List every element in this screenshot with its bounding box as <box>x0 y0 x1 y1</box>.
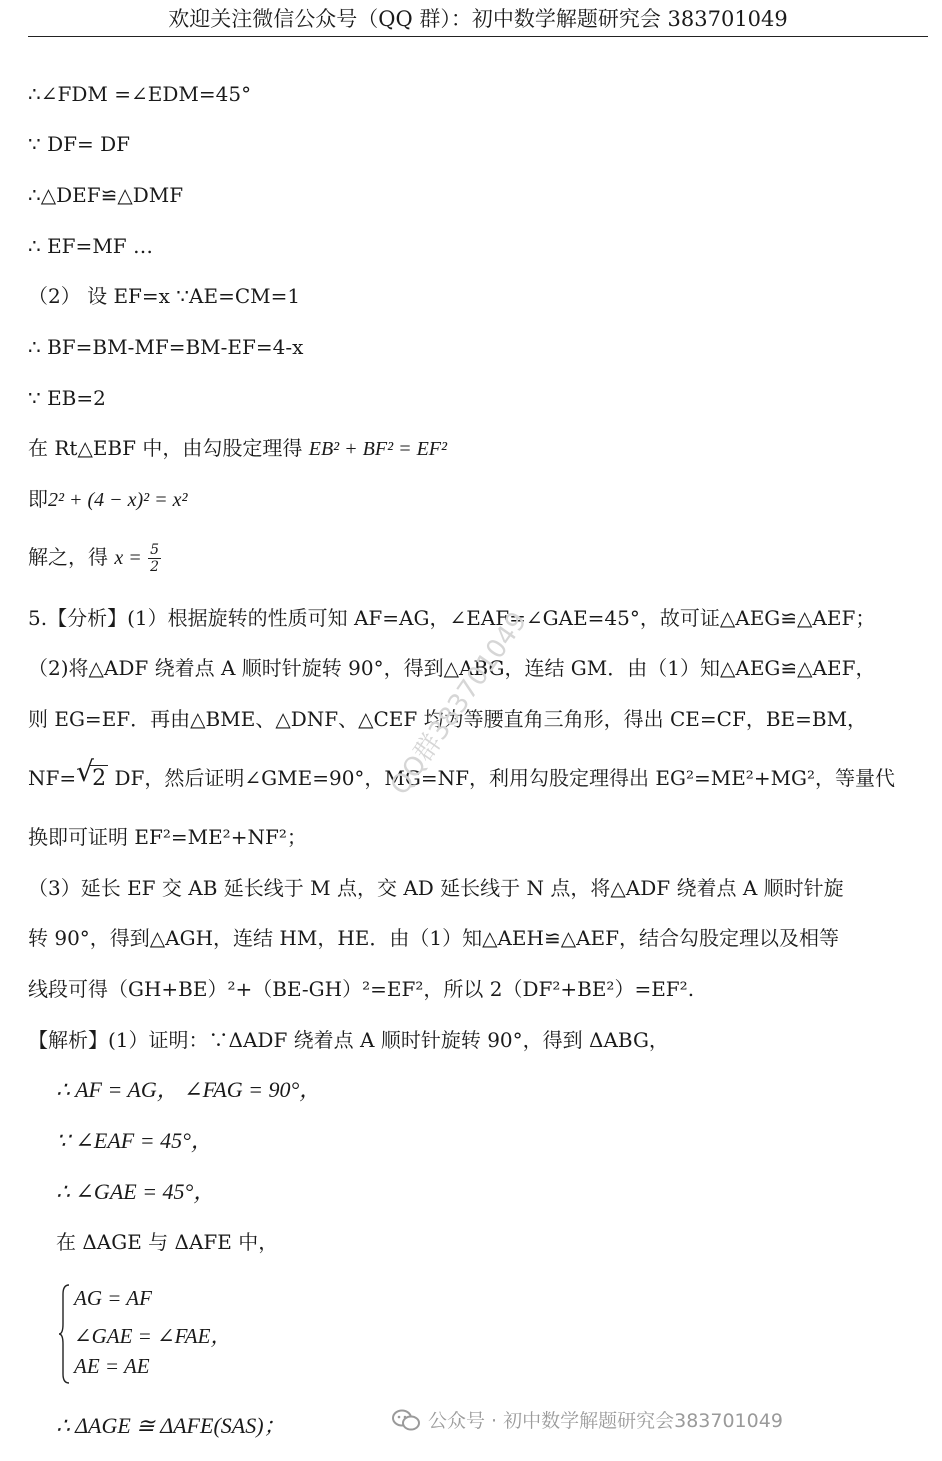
equation-system-row-1: AG = AF <box>74 1286 152 1310</box>
fraction <box>148 542 161 575</box>
text-line-2: ∵ DF= DF <box>28 132 131 156</box>
radical-sign: √ <box>76 755 94 788</box>
equation-intro: 即 <box>28 487 48 511</box>
fraction-denominator: 2 <box>150 559 160 575</box>
wechat-icon <box>392 1409 420 1431</box>
analysis-line-6: （3）延长 EF 交 AB 延长线于 M 点，交 AD 延长线于 N 点，将△ADF 绕着点 A 顺时针旋 <box>28 876 844 900</box>
text-line-7: ∵ EB=2 <box>28 386 106 410</box>
analysis-line-8: 线段可得（GH+BE）²+（BE-GH）²=EF²，所以 2（DF²+BE²）=EF². <box>28 977 695 1001</box>
analysis-line-3: 则 EG=EF．再由△BME、△DNF、△CEF 均为等腰直角三角形，得出 CE=CF，BE=BM， <box>28 707 868 731</box>
equation-system-row-3: AE = AE <box>74 1354 150 1378</box>
solve-intro: 解之，得 <box>28 545 115 569</box>
radicand: 2 <box>92 766 107 791</box>
equation-system-row-2: ∠GAE = ∠FAE， <box>74 1324 232 1348</box>
text-line-8 <box>28 434 447 463</box>
solution-line-2: ∴ AF = AG， ∠FAG = 90°， <box>56 1077 322 1102</box>
watermark: QQ群383701049 <box>384 606 534 801</box>
text-line-1: ∴∠FDM =∠EDM=45° <box>28 82 252 106</box>
analysis-line-1: 5.【分析】(1）根据旋转的性质可知 AF=AG，∠EAF=∠GAE=45°，故可证△AEG≌△AEF； <box>28 606 876 630</box>
analysis-line-5: 换即可证明 EF²=ME²+NF²； <box>28 825 307 849</box>
solution-line-1: 【解析】(1）证明：∵ΔADF 绕着点 A 顺时针旋转 90°，得到 ΔABG， <box>28 1028 669 1052</box>
pythagoras-intro: 在 Rt△EBF 中，由勾股定理得 <box>28 436 309 460</box>
text-line-10 <box>28 542 161 575</box>
nf-label: NF= <box>28 766 77 790</box>
left-brace <box>58 1284 70 1384</box>
text-line-4: ∴ EF=MF … <box>28 234 154 258</box>
analysis-line-7: 转 90°，得到△AGH，连结 HM，HE．由（1）知△AEH≌△AEF，结合勾股定理以及相等 <box>28 926 840 950</box>
solution-line-3: ∵ ∠EAF = 45°， <box>56 1128 213 1153</box>
equation-formula: 2² + (4 − x)² = x² <box>48 489 188 511</box>
fraction-numerator: 5 <box>150 542 160 558</box>
page-header: 欢迎关注微信公众号（QQ 群）：初中数学解题研究会 383701049 <box>28 4 928 37</box>
solution-line-6: ∴ ΔAGE ≅ ΔAFE(SAS)； <box>56 1413 286 1438</box>
text-line-3: ∴△DEF≌△DMF <box>28 183 184 207</box>
solution-lhs: x = <box>114 547 142 569</box>
analysis-line-2: （2)将△ADF 绕着点 A 顺时针旋转 90°，得到△ABG，连结 GM．由（1）知△AEG≌△AEF， <box>28 656 876 680</box>
footer-text: 公众号 · 初中数学解题研究会383701049 <box>428 1410 783 1432</box>
analysis-line-4 <box>28 755 896 793</box>
wechat-footer <box>392 1406 783 1433</box>
solution-line-5: 在 ΔAGE 与 ΔAFE 中， <box>56 1230 279 1254</box>
text-line-6: ∴ BF=BM-MF=BM-EF=4-x <box>28 335 304 359</box>
pythagoras-formula: EB² + BF² = EF² <box>308 438 448 460</box>
solution-line-4: ∴ ∠GAE = 45°， <box>56 1179 216 1204</box>
sqrt-expression <box>76 755 108 793</box>
text-line-9 <box>28 485 188 514</box>
analysis-line-4-rest: DF，然后证明∠GME=90°，MG=NF，利用勾股定理得出 EG²=ME²+MG²，等量代 <box>108 766 896 790</box>
text-line-5: （2） 设 EF=x ∵AE=CM=1 <box>28 284 301 308</box>
